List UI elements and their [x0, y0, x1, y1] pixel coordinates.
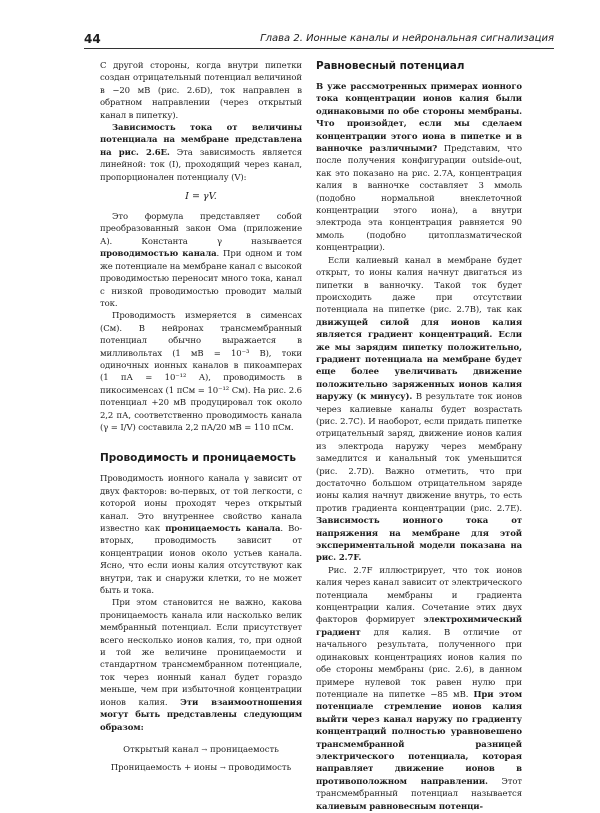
schema-line-2: [100, 762, 302, 774]
paragraph: [100, 473, 302, 597]
ohm-formula: I = γV.: [185, 191, 217, 203]
bold-text: движущей силой для ионов калия является градиент концентраций. Если же мы зарядим пипетку положительно, градиент потенциала на мембране будет еще более увеличивать движение положительно заряженных ионов калия наружу (к минусу).: [316, 317, 522, 403]
schema-term: Проницаемость + ионы: [110, 763, 218, 774]
paragraph-text: Это формула представляет собой преобразованный закон Ома (приложение А). Константа γ называется: [100, 212, 302, 247]
bold-text: При этом потенциале стремление ионов калия выйти через канал наружу по градиенту концентраций полностью уравновешено трансмембранной разницей электрического потенциала, которая направляет движение ионов в противоположном направлении.: [316, 689, 523, 787]
paragraph-text: Этот трансмембранный потенциал называется: [316, 776, 522, 800]
paragraph-text: В результате ток ионов через калиевые каналы будет возрастать (рис. 2.7C). И наоборот, если придать пипетке отрицательный заряд, движение ионов калия из электрода наружу через мембрану замедлится и канальный ток уменьшится (рис. 2.7D). Важно отметить, что при достаточно большом отрицательном заряде ионы калия начнут движение внутрь, то есть против градиента концентрации (рис. 2.7E).: [316, 392, 522, 514]
paragraph: [100, 122, 302, 184]
paragraph-text: . Во-вторых, проводимость зависит от концентрации ионов около устьев канала. Ясно, что если ионы калия отсутствуют как внутри, так и снаружи клетки, то не может быть и тока.: [100, 524, 303, 597]
bold-text: Зависимость тока от величины потенциала на мембране представлена на рис. 2.6E.: [100, 123, 302, 158]
paragraph: [100, 211, 302, 310]
paragraph-text: Эта зависимость является линейной: ток (I), проходящий через канал, пропорционален потенциалу (V):: [100, 147, 302, 183]
paragraph-text: Проводимость ионного канала γ зависит от двух факторов: во-первых, от той легкости, с которой ионы проходят через открытый канал. Это внутреннее свойство канала известно как: [100, 474, 302, 534]
section-title: Равновесный потенциал: [316, 60, 465, 72]
paragraph: С другой стороны, когда внутри пипетки создан отрицательный потенциал величиной в −20 мВ (рис. 2.6D), ток направлен в обратном направлении (через открытый канал в пипетку).: [100, 61, 302, 121]
schema-term: проницаемость: [209, 744, 279, 755]
arrow-icon: →: [201, 745, 208, 754]
paragraph-text: для калия. В отличие от начального результата, полученного при одинаковых концентрациях ионов калия по обе стороны мембраны (рис. 2.6), в данном примере нулевой ток равен нулю при потенциале на пипетке −85 мВ.: [316, 627, 522, 700]
arrow-icon: →: [219, 764, 226, 773]
paragraph: [316, 255, 522, 565]
paragraph-text: При этом становится не важно, какова проницаемость канала или насколько велик мембранный потенциал. Если присутствует всего несколько ионов калия, то, при одной и той же величине проницаемости и стандартном трансмембранном потенциале, ток через ионный канал будет гораздо меньше, чем при избыточной концентрации ионов калия.: [100, 598, 302, 708]
schema-term: проводимость: [228, 763, 292, 774]
paragraph-text: Рис. 2.7F иллюстрирует, что ток ионов калия через канал зависит от электрического потенциала мембраны и градиента концентрации калия. Сочетание этих двух факторов формирует: [316, 565, 522, 626]
right-column: [316, 60, 522, 813]
paragraph-text: Представим, что после получения конфигурации outside-out, как это показано на рис. 2.7A, концентрация калия в ванночке составляет 3 ммоль (подобно нормальной внеклеточной концентрации этого иона), а внутри электрода эта концентрация равняется 90 ммоль (подобно цитоплазматической концентрации).: [316, 144, 522, 254]
term-permeability: проницаемость канала: [165, 524, 281, 534]
bold-text: В уже рассмотренных примерах ионного тока концентрации ионов калия были одинаковыми по обе стороны мембраны. Что произойдет, если мы сделаем концентрации этого иона в пипетке и в ванночке различными?: [316, 82, 522, 155]
paragraph: [316, 565, 522, 813]
schema-term: Открытый канал: [123, 744, 199, 755]
chapter-title: Глава 2. Ионные каналы и нейрональная сигнализация: [260, 33, 554, 44]
paragraph: [100, 597, 302, 733]
paragraph-text: Если калиевый канал в мембране будет открыт, то ионы калия начнут двигаться из пипетки в ванночку. Такой ток будет происходить даже при отсутствии потенциала на пипетке (рис. 2.7B), так как: [316, 255, 522, 316]
bold-text: Зависимость ионного тока от напряжения на мембране для этой экспериментальной модели показана на рис. 2.7F.: [316, 516, 522, 564]
term-equilibrium-potential: калиевым равновесным потенци-: [316, 801, 483, 812]
term-electrochemical-gradient: электрохимический градиент: [316, 615, 522, 638]
paragraph: Проводимость измеряется в сименсах (См). В нейронах трансмембранный потенциал обычно выражается в милливольтах (1 мВ = 10⁻³ В), токи одиночных ионных каналов в пикоамперах (1 пА = 10⁻¹² А), проводимость в пикосименсах (1 пСм = 10⁻¹² См). На рис. 2.6 потенциал +20 мВ продуцировал ток около 2,2 пА, соответственно проводимость канала (γ = I/V) составила 2,2 пА/20 мВ = 110 пСм.: [100, 311, 302, 433]
bold-text: Эти взаимоотношения могут быть представлены следующим образом:: [100, 697, 303, 733]
running-header: [84, 32, 554, 49]
left-column: [100, 60, 302, 777]
paragraph: [316, 81, 522, 255]
paragraph-text: . При одном и том же потенциале на мембране канал с высокой проводимостью переносит много тока, канал с низкой проводимостью проводит малый ток.: [100, 249, 303, 309]
term-conductance: проводимостью канала: [100, 249, 217, 260]
page-number: 44: [84, 32, 101, 46]
schema-line-1: [100, 744, 302, 756]
section-title: Проводимость и проницаемость: [100, 452, 296, 465]
